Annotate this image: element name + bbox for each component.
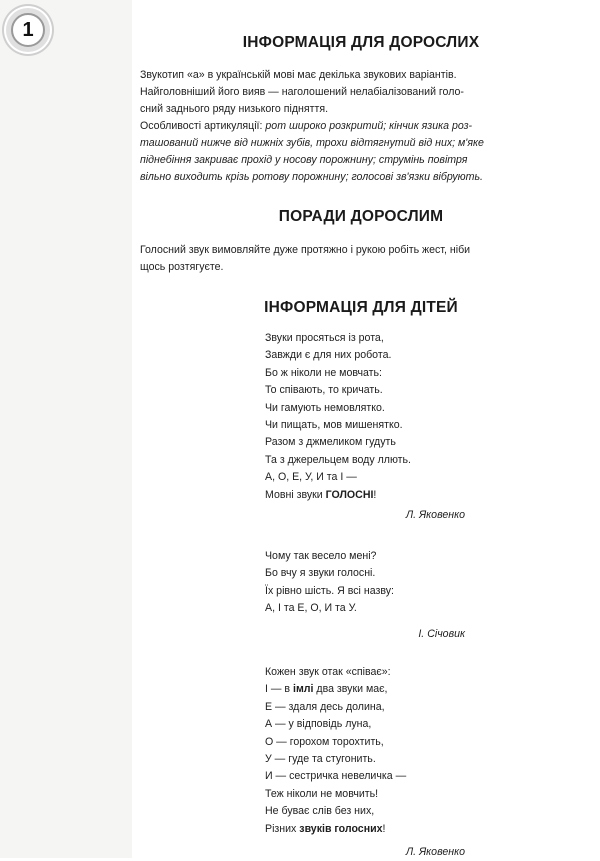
poem-line: Не буває слів без них,	[265, 805, 375, 818]
articulation-line	[140, 152, 582, 169]
adults-info-line: сний заднього ряду низького підняття.	[140, 103, 329, 115]
poem-line: Бо ж ніколи не мовчать:	[265, 366, 382, 379]
poem-1	[265, 330, 465, 524]
adults-info-text	[140, 67, 582, 186]
poem-line-text: !	[373, 488, 377, 501]
poem-bold-text: ГОЛОСНІ	[325, 488, 374, 501]
poem-line: Е — здаля десь долина,	[265, 700, 385, 713]
adults-info-line: Найголовніший його вияв — наголошений нелабіалізований голо-	[140, 86, 464, 98]
poem-line: Разом з джмеликом гудуть	[265, 436, 396, 449]
articulation-text: піднебіння закриває прохід у носову порожнину; струмінь повітря	[140, 154, 468, 166]
poem-line-text: Мовні звуки	[265, 488, 326, 501]
poem-line: У — гуде та стугонить.	[265, 753, 376, 766]
poem-bold-text: імлі	[293, 683, 314, 696]
adults-info-line: Звукотип «а» в українській мові має декілька звукових варіантів.	[140, 69, 457, 81]
poem-line: Бо вчу я звуки голосні.	[265, 567, 376, 580]
articulation-line	[140, 135, 582, 152]
poem-line: Чи гамують немовлятко.	[265, 401, 385, 414]
poem-line: Кожен звук отак «співає»:	[265, 666, 391, 678]
poem-line: Чи пищать, мов мишенятко.	[265, 419, 403, 432]
advice-text	[140, 242, 582, 276]
poem-line: О — горохом торохтить,	[265, 735, 384, 748]
page-number-badge	[6, 8, 50, 52]
advice-line: щось розтягуєте.	[140, 261, 224, 273]
poem-line: А, О, Е, У, И та І —	[265, 471, 357, 484]
advice-title: ПОРАДИ ДОРОСЛИМ	[278, 208, 444, 225]
poem-bold-text: звуків голосних	[299, 822, 383, 835]
adults-info-title: ІНФОРМАЦІЯ ДЛЯ ДОРОСЛИХ	[242, 34, 480, 51]
articulation-line	[140, 169, 582, 186]
poem-author: Л. Яковенко	[405, 509, 465, 522]
articulation-text: ташований нижче від нижніх зубів, трохи відтягнутий від них; м'яке	[140, 137, 484, 149]
poem-line: А, І та Е, О, И та У.	[265, 602, 357, 615]
kids-info-title: ІНФОРМАЦІЯ ДЛЯ ДІТЕЙ	[264, 299, 458, 316]
articulation-label: Особливості артикуляції:	[140, 120, 263, 132]
poem-line: Їх рівно шість. Я всі назву:	[265, 584, 394, 597]
poem-line: Та з джерельцем воду ллють.	[265, 453, 411, 466]
poem-line-text: два звуки має,	[313, 683, 388, 696]
poem-author: І. Січовик	[418, 627, 465, 640]
articulation-text: вільно виходить крізь ротову порожнину; голосові зв'язки вібрують.	[140, 171, 483, 183]
poem-line: Завжди є для них робота.	[265, 349, 392, 362]
advice-line: Голосний звук вимовляйте дуже протяжно і рукою робіть жест, ніби	[140, 244, 471, 256]
poem-2	[265, 548, 465, 643]
page-number: 1	[11, 13, 45, 47]
poem-line: Звуки просяться із рота,	[265, 332, 384, 344]
poem-line: Чому так весело мені?	[265, 550, 377, 562]
poem-3	[265, 664, 465, 861]
poem-line	[265, 681, 465, 698]
poem-line-text: !	[382, 822, 386, 835]
left-margin-strip	[0, 0, 132, 858]
poem-line	[265, 487, 465, 504]
poem-line: И — сестричка невеличка —	[265, 770, 407, 783]
poem-line	[265, 821, 465, 838]
poem-author: Л. Яковенко	[405, 846, 465, 859]
poem-line: То співають, то кричать.	[265, 384, 383, 397]
poem-line-text: Різних	[265, 822, 300, 835]
poem-line: А — у відповідь луна,	[265, 718, 372, 731]
poem-line: Теж ніколи не мовчить!	[265, 787, 379, 800]
articulation-text: рот широко розкритий; кінчик язика роз-	[265, 120, 473, 132]
articulation-line	[140, 118, 582, 135]
poem-line-text: І — в	[265, 683, 293, 696]
